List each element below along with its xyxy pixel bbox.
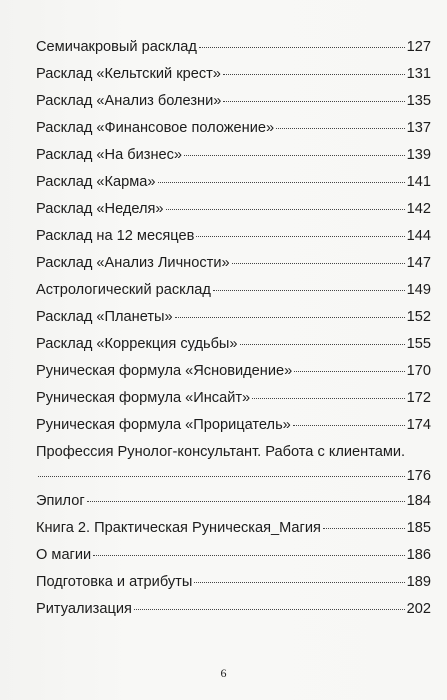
toc-entry (36, 65, 431, 92)
toc-entry (36, 600, 431, 627)
toc-entry-page: 142 (406, 201, 431, 217)
toc-entry-page: 170 (406, 363, 431, 379)
toc-entry-title: Эпилог (36, 493, 85, 509)
toc-entry (36, 519, 431, 546)
toc-entry-title: Расклад «На бизнес» (36, 147, 183, 163)
toc-entry-page: 202 (406, 601, 431, 617)
toc-entry-leader-line (36, 467, 431, 485)
toc-entry-page: 189 (406, 574, 431, 590)
toc-entry-page: 155 (406, 336, 431, 352)
dot-leader (134, 609, 405, 610)
toc-entry-title: Расклад «Кельтский крест» (36, 66, 221, 82)
dot-leader (175, 317, 405, 318)
dot-leader (276, 128, 405, 129)
toc-entry-title: Расклад «Коррекция судьбы» (36, 336, 238, 352)
toc-entry-title: Книга 2. Практическая Руническая_Магия (36, 520, 321, 536)
dot-leader (199, 47, 405, 48)
toc-entry-title: Руническая формула «Прорицатель» (36, 417, 291, 433)
toc-entry (36, 308, 431, 335)
toc-entry-title: Расклад «Неделя» (36, 201, 164, 217)
toc-entry-page: 139 (406, 147, 431, 163)
toc-entry (36, 254, 431, 281)
toc-entry-page: 147 (406, 255, 431, 271)
table-of-contents (36, 38, 431, 627)
toc-entry-title: Ритуализация (36, 601, 132, 617)
dot-leader (196, 236, 404, 237)
toc-entry-page: 174 (406, 417, 431, 433)
toc-entry-title: Астрологический расклад (36, 282, 211, 298)
dot-leader (223, 74, 405, 75)
dot-leader (252, 398, 404, 399)
toc-entry (36, 389, 431, 416)
dot-leader (293, 425, 405, 426)
toc-entry-page: 137 (406, 120, 431, 136)
toc-entry-page: 186 (406, 547, 431, 563)
toc-entry (36, 119, 431, 146)
toc-entry-title: Расклад на 12 месяцев (36, 228, 195, 244)
dot-leader (87, 501, 405, 502)
toc-entry-page: 149 (406, 282, 431, 298)
toc-entry (36, 146, 431, 173)
toc-entry (36, 227, 431, 254)
dot-leader (158, 182, 405, 183)
toc-entry (36, 546, 431, 573)
toc-entry (36, 38, 431, 65)
toc-entry-title: Руническая формула «Инсайт» (36, 390, 251, 406)
toc-entry (36, 281, 431, 308)
dot-leader (213, 290, 405, 291)
toc-entry-title: Расклад «Анализ болезни» (36, 93, 222, 109)
toc-entry-title: Руническая формула «Ясновидение» (36, 363, 293, 379)
toc-entry-long (36, 443, 431, 485)
toc-entry-page: 127 (406, 39, 431, 55)
dot-leader (323, 528, 405, 529)
page-number: 6 (220, 666, 227, 680)
toc-entry-page: 172 (406, 390, 431, 406)
toc-entry-title: Семичакровый расклад (36, 39, 197, 55)
toc-entry-title: Профессия Рунолог-консультант. Работа с клиентами. (36, 444, 406, 460)
toc-entry-title: Расклад «Планеты» (36, 309, 173, 325)
dot-leader (93, 555, 404, 556)
toc-entry-title: Расклад «Финансовое положение» (36, 120, 275, 136)
dot-leader (232, 263, 405, 264)
toc-entry (36, 92, 431, 119)
dot-leader (240, 344, 405, 345)
toc-entry-title: Расклад «Карма» (36, 174, 156, 190)
toc-entry (36, 492, 431, 519)
toc-entry (36, 573, 431, 600)
dot-leader (294, 371, 404, 372)
toc-entry-page: 144 (406, 228, 431, 244)
dot-leader (38, 476, 405, 477)
toc-entry-page: 152 (406, 309, 431, 325)
toc-entry (36, 173, 431, 200)
toc-entry-title: Подготовка и атрибуты (36, 574, 193, 590)
toc-entry-title: Расклад «Анализ Личности» (36, 255, 230, 271)
toc-entry-page: 135 (406, 93, 431, 109)
dot-leader (166, 209, 405, 210)
toc-entry (36, 362, 431, 389)
toc-entry-page: 184 (406, 493, 431, 509)
toc-entry (36, 416, 431, 443)
toc-entry-page: 141 (406, 174, 431, 190)
dot-leader (194, 582, 404, 583)
toc-entry (36, 335, 431, 362)
toc-entry-page: 176 (406, 468, 431, 484)
toc-entry-title: О магии (36, 547, 92, 563)
toc-entry-page: 131 (406, 66, 431, 82)
toc-entry (36, 200, 431, 227)
toc-entry-page: 185 (406, 520, 431, 536)
dot-leader (184, 155, 405, 156)
dot-leader (223, 101, 404, 102)
